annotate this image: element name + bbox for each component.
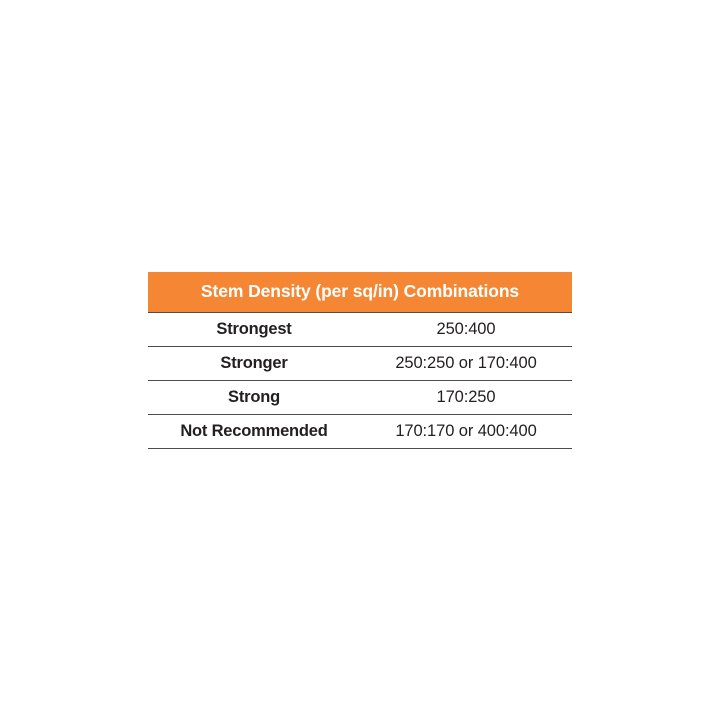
row-label: Stronger (148, 347, 360, 381)
row-value: 250:250 or 170:400 (360, 347, 572, 381)
table-body (148, 313, 572, 449)
table-row (148, 313, 572, 347)
row-value: 250:400 (360, 313, 572, 347)
table-row (148, 381, 572, 415)
table-header-row (148, 272, 572, 313)
stem-density-table-container (148, 272, 572, 449)
row-value: 170:250 (360, 381, 572, 415)
table-row (148, 415, 572, 449)
row-value: 170:170 or 400:400 (360, 415, 572, 449)
stem-density-table (148, 272, 572, 449)
table-header (148, 272, 572, 313)
row-label: Not Recommended (148, 415, 360, 449)
table-title: Stem Density (per sq/in) Combinations (148, 272, 572, 313)
table-row (148, 347, 572, 381)
row-label: Strong (148, 381, 360, 415)
row-label: Strongest (148, 313, 360, 347)
